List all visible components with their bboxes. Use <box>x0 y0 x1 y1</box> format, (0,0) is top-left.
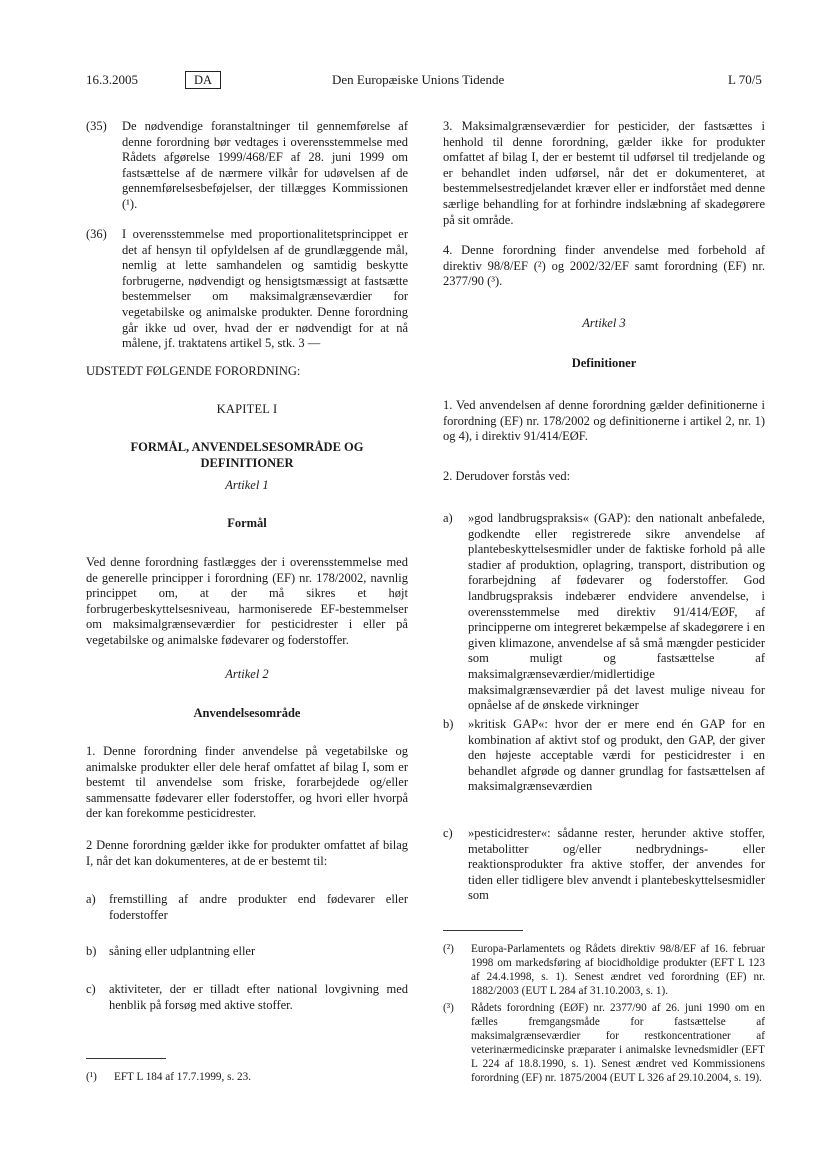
chapter-heading: KAPITEL I <box>216 402 278 416</box>
definition-text: »pesticidrester«: sådanne rester, herunder aktive stoffer, metabolitter og/eller nedbrydnings- eller reaktionsprodukter fra aktive stoffer, der anvendes for tiden eller tidligere blev anvendt i plantebeskyttelsesmidler som <box>468 826 765 903</box>
footnote-mark: (¹) <box>86 1071 97 1083</box>
recital-36 <box>86 227 408 352</box>
footnote-text: Rådets forordning (EØF) nr. 2377/90 af 26. juni 1990 om en fælles fremgangsmåde for fastsættelse af maksimalgrænseværdier for restkoncentrationer af veterinærmedicinske præparater i animalske levnedsmidler (EFT L 224 af 18.8.1990, s. 1). Senest ændret ved Kommissionens forordning (EF) nr. 1875/2004 (EUT L 326 af 29.10.2004, s. 19). <box>471 1002 765 1084</box>
footnote-1 <box>86 1070 408 1084</box>
recital-35 <box>86 119 408 213</box>
article-2-paragraph-1: 1. Denne forordning finder anvendelse på vegetabilske og animalske produkter eller dele heraf omfattet af bilag I, som er bestemt til anvendelse som friske, forarbejdede og/eller sammensatte fødevarer eller foderstoffer, og hvori eller hvorpå der kan forekomme pesticidrester. <box>86 744 408 821</box>
footnote-separator <box>86 1058 166 1059</box>
definition-b <box>443 717 765 795</box>
definition-a <box>443 511 765 714</box>
article-2-paragraph-2: 2 Denne forordning gælder ikke for produkter omfattet af bilag I, når det kan dokumenteres, at de er bestemt til: <box>86 838 408 868</box>
recital-number: (36) <box>86 227 107 241</box>
definition-letter: a) <box>443 511 453 525</box>
item-text: såning eller udplantning eller <box>109 944 256 958</box>
footnote-2 <box>443 942 765 998</box>
exclusion-item-a <box>86 892 408 923</box>
article-3-heading: Artikel 3 <box>582 316 626 330</box>
definition-letter: c) <box>443 826 453 840</box>
footnote-separator <box>443 930 523 931</box>
definition-text: »god landbrugspraksis« (GAP): den nationalt anbefalede, godkendte eller registrerede sikre anvendelse af plantebeskyttelsesmidler under de faktiske forhold på alle stadier af produktion, oplagring, transport, distribution og forarbejdning af fødevarer og foderstoffer. God landbrugspraksis indebærer endvidere anvendelse, i overensstemmelse med direktiv 91/414/EØF, af principperne om integreret bekæmpelse af skadegørere i en given klimazone, anvendelse af så små mængder pesticider som muligt og fastsættelse af maksimalgrænseværdier/midlertidige maksimalgrænseværdier på det lavest mulige niveau for opnåelse af de ønskede virkninger <box>468 511 765 713</box>
footnote-mark: (²) <box>443 943 454 955</box>
recital-number: (35) <box>86 119 107 133</box>
article-3-title: Definitioner <box>571 356 637 370</box>
definition-paragraph-1: 1. Ved anvendelsen af denne forordning gælder definitionerne i forordning (EF) nr. 178/2002 og definitionerne i artikel 2, nr. 1) og 4), i direktiv 91/414/EØF. <box>443 398 765 444</box>
item-letter: c) <box>86 982 96 996</box>
page-reference: L 70/5 <box>728 72 762 87</box>
article-2-title: Anvendelsesområde <box>193 706 301 720</box>
exclusion-item-c <box>86 982 408 1013</box>
footnote-text: Europa-Parlamentets og Rådets direktiv 98/8/EF af 16. februar 1998 om markedsføring af biocidholdige produkter (EFT L 123 af 24.4.1998, s. 1). Senest ændret ved forordning (EF) nr. 1882/2003 (EUT L 284 af 31.10.2003, s. 1). <box>471 943 765 997</box>
item-text: fremstilling af andre produkter end fødevarer eller foderstoffer <box>109 892 408 922</box>
article-1-text: Ved denne forordning fastlægges der i overensstemmelse med de generelle principper i forordning (EF) nr. 178/2002, navnlig princippet om, at der må sikres et højt forbrugerbeskyttelsesniveau, harmoniserede EF-bestemmelser om maksimalgrænseværdier for pesticidrester i eller på vegetabilske og animalske fødevarer og foderstoffer. <box>86 555 408 647</box>
definition-paragraph-2: 2. Derudover forstås ved: <box>443 469 571 483</box>
publication-date: 16.3.2005 <box>86 72 138 87</box>
recital-text: De nødvendige foranstaltninger til gennemførelse af denne forordning bør vedtages i overensstemmelse med Rådets afgørelse 1999/468/EF af 28. juni 1999 om fastsættelse af de nærmere vilkår for udøvelsen af de gennemførelsesbeføjelser, der tillægges Kommissionen (¹). <box>122 119 408 211</box>
article-2-paragraph-4: 4. Denne forordning finder anvendelse med forbehold af direktiv 98/8/EF (²) og 2002/32/EF samt forordning (EF) nr. 2377/90 (³). <box>443 243 765 289</box>
article-1-title: Formål <box>227 516 267 530</box>
item-text: aktiviteter, der er tilladt efter national lovgivning med henblik på forsøg med aktive stoffer. <box>109 982 408 1012</box>
definition-letter: b) <box>443 717 454 731</box>
article-2-paragraph-3: 3. Maksimalgrænseværdier for pesticider, der fastsættes i henhold til denne forordning, gælder ikke for produkter omfattet af bilag I, der er bestemt til udførsel til tredjelande og er behandlet inden udførsel, når det er dokumenteret, at bestemmelsestredjelandet kræver eller er indforstået med denne særlige behandling for at forhindre indslæbning af skadegørere på sit område. <box>443 119 765 227</box>
item-letter: b) <box>86 944 97 958</box>
adopted-statement: UDSTEDT FØLGENDE FORORDNING: <box>86 364 301 378</box>
article-2-heading: Artikel 2 <box>225 667 269 681</box>
definition-text: »kritisk GAP«: hvor der er mere end én GAP for en kombination af aktivt stof og produkt, den GAP, der giver den højeste acceptable værdi for pesticidrester i en behandlet afgrøde og danner grundlag for fastsættelsen af maksimalgrænseværdien <box>468 717 765 794</box>
journal-title: Den Europæiske Unions Tidende <box>332 72 505 87</box>
item-letter: a) <box>86 892 96 906</box>
article-1-heading: Artikel 1 <box>225 478 269 492</box>
recital-text: I overensstemmelse med proportionalitetsprincippet er det af hensyn til opfyldelsen af de grundlæggende mål, nemlig at lette samhandelen og samtidig beskytte forbrugerne, nødvendigt og hensigtsmæssigt at fastsætte bestemmelser om maksimalgrænseværdier for vegetabilske og animalske produkter. Denne forordning går ikke ud over, hvad der er nødvendigt for at nå målene, jf. traktatens artikel 5, stk. 3 — <box>122 227 408 351</box>
footnote-mark: (³) <box>443 1002 454 1014</box>
exclusion-item-b <box>86 944 408 960</box>
footnote-text: EFT L 184 af 17.7.1999, s. 23. <box>114 1071 252 1083</box>
definition-c <box>443 826 765 904</box>
footnote-3 <box>443 1001 765 1085</box>
chapter-title: FORMÅL, ANVENDELSESOMRÅDE OG DEFINITIONER <box>130 440 364 470</box>
language-badge: DA <box>185 71 221 89</box>
